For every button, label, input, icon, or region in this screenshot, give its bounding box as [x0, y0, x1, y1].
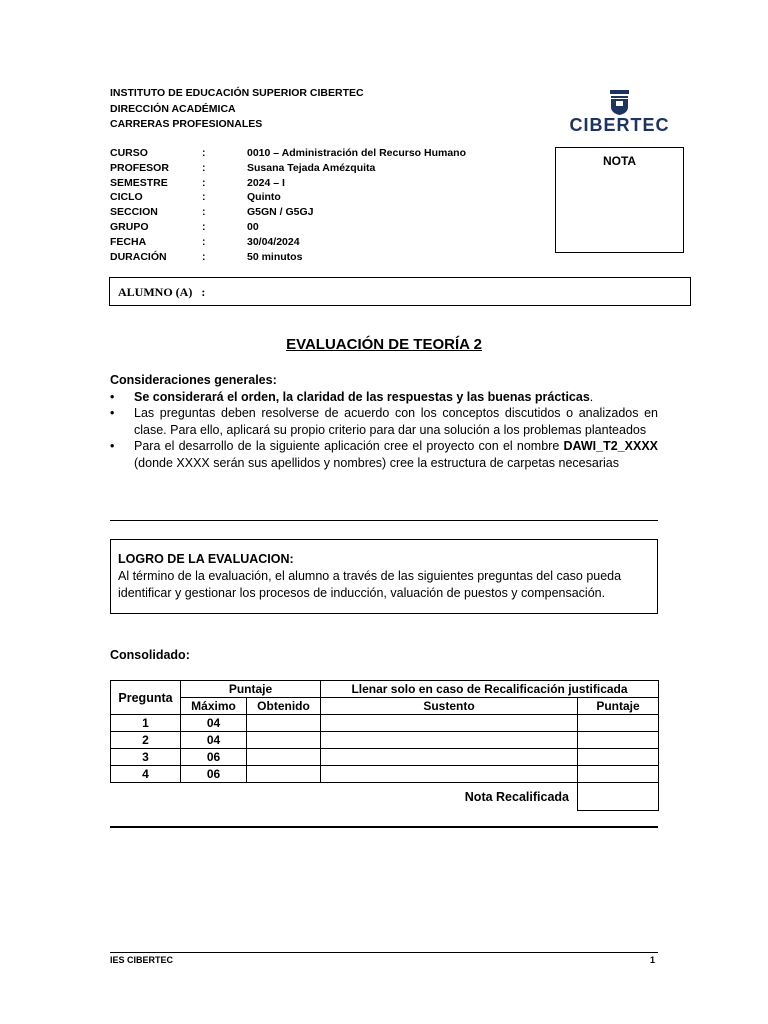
info-row: [110, 250, 466, 265]
info-row: [110, 220, 466, 235]
sustento-cell[interactable]: [321, 749, 578, 766]
table-subheader-row: [111, 698, 659, 715]
page-title: EVALUACIÓN DE TEORÍA 2: [286, 336, 482, 353]
bullet: •: [110, 389, 115, 404]
institution-name: INSTITUTO DE EDUCACIÓN SUPERIOR CIBERTEC: [110, 87, 364, 99]
cibertec-logo: [567, 88, 672, 134]
crown-icon: [567, 88, 672, 116]
sustento-cell[interactable]: [321, 766, 578, 783]
footer-divider: [110, 952, 658, 953]
max-score: 06: [181, 766, 247, 783]
header-sustento: Sustento: [321, 698, 578, 715]
info-label: PROFESOR: [110, 161, 169, 174]
list-item: [110, 438, 658, 471]
info-label: DURACIÓN: [110, 250, 167, 263]
recal-score-cell[interactable]: [578, 732, 659, 749]
table-row: [111, 715, 659, 732]
nota-box[interactable]: [555, 147, 684, 253]
max-score: 04: [181, 732, 247, 749]
info-value: 0010 – Administración del Recurso Humano: [247, 147, 467, 159]
logro-title: LOGRO DE LA EVALUACION:: [118, 552, 294, 566]
divider: [110, 520, 658, 521]
question-number: 1: [111, 715, 181, 732]
course-info: [110, 146, 466, 264]
info-row: [110, 190, 466, 205]
considerations-title: Consideraciones generales:: [110, 373, 277, 387]
bullet: •: [110, 439, 115, 453]
info-row: [110, 205, 466, 220]
info-row: [110, 176, 466, 191]
info-label: CICLO: [110, 191, 143, 204]
score-table: [110, 680, 659, 811]
info-label: SEMESTRE: [110, 176, 168, 189]
info-colon: :: [202, 191, 206, 204]
bullet: •: [110, 406, 115, 420]
bullet-text-post: (donde XXXX serán sus apellidos y nombres) cree la estructura de carpetas necesarias: [134, 455, 619, 470]
info-colon: :: [202, 147, 206, 159]
student-label: ALUMNO (A) :: [118, 285, 206, 299]
header-puntaje-recal: Puntaje: [578, 698, 659, 715]
question-number: 4: [111, 766, 181, 783]
recal-score-cell[interactable]: [578, 715, 659, 732]
info-colon: :: [202, 220, 206, 233]
info-value: 00: [247, 220, 259, 233]
obtained-score-cell[interactable]: [247, 766, 321, 783]
header-maximo: Máximo: [181, 698, 247, 715]
info-value: 2024 – I: [247, 176, 285, 189]
info-value: Susana Tejada Amézquita: [247, 161, 376, 174]
list-item: [110, 389, 658, 406]
info-value: 50 minutos: [247, 250, 303, 263]
info-label: GRUPO: [110, 220, 149, 233]
bullet-bold-text: Se considerará el orden, la claridad de las respuestas y las buenas prácticas: [134, 389, 590, 404]
obtained-score-cell[interactable]: [247, 732, 321, 749]
info-colon: :: [202, 235, 206, 248]
sustento-cell[interactable]: [321, 715, 578, 732]
question-number: 2: [111, 732, 181, 749]
project-name: DAWI_T2_XXXX: [563, 439, 658, 453]
info-row: [110, 235, 466, 250]
page-number: 1: [650, 955, 656, 965]
student-name-field[interactable]: [109, 277, 691, 306]
bullet-text: [134, 438, 658, 471]
table-header-row: [111, 681, 659, 698]
institution-header: [110, 86, 364, 133]
bullet-text: Las preguntas deben resolverse de acuerdo con los conceptos discutidos o analizados en clase. Para ello, aplicará su propio criterio para dar una solución a los problemas planteados: [134, 406, 658, 437]
bullet-period: .: [589, 389, 594, 404]
table-row: [111, 732, 659, 749]
info-value: 30/04/2024: [247, 235, 300, 248]
academic-direction: DIRECCIÓN ACADÉMICA: [110, 102, 236, 115]
info-label: SECCION: [110, 206, 158, 219]
bullet-text: [134, 389, 658, 406]
max-score: 04: [181, 715, 247, 732]
header-recalificacion: Llenar solo en caso de Recalificación justificada: [321, 681, 659, 698]
info-colon: :: [202, 176, 206, 189]
footer-institution: IES CIBERTEC: [110, 955, 174, 965]
info-row: [110, 161, 466, 176]
logo-text: CIBERTEC: [569, 115, 670, 135]
bullet-text-pre: Para el desarrollo de la siguiente aplicación cree el proyecto con el nombre: [134, 439, 564, 453]
info-row: [110, 146, 466, 161]
info-colon: :: [202, 161, 206, 174]
info-value: Quinto: [247, 191, 281, 204]
header-puntaje: Puntaje: [181, 681, 321, 698]
obtained-score-cell[interactable]: [247, 715, 321, 732]
considerations: [110, 372, 658, 471]
nota-recalificada-cell[interactable]: [578, 783, 659, 811]
nota-recalificada-row: [111, 783, 659, 811]
info-label: CURSO: [110, 147, 148, 159]
nota-label: NOTA: [602, 154, 637, 168]
consolidado-title: Consolidado:: [110, 648, 190, 662]
divider: [110, 826, 658, 828]
info-colon: :: [202, 206, 206, 219]
list-item: [110, 405, 658, 438]
info-colon: :: [202, 250, 206, 263]
logro-box: [110, 539, 658, 614]
info-label: FECHA: [110, 235, 147, 248]
nota-recalificada-label: Nota Recalificada: [464, 789, 569, 804]
table-row: [111, 766, 659, 783]
info-value: G5GN / G5GJ: [247, 206, 314, 219]
careers-line: CARRERAS PROFESIONALES: [110, 118, 263, 130]
header-obtenido: Obtenido: [247, 698, 321, 715]
header-pregunta: Pregunta: [111, 681, 181, 715]
max-score: 06: [181, 749, 247, 766]
sustento-cell[interactable]: [321, 732, 578, 749]
question-number: 3: [111, 749, 181, 766]
obtained-score-cell[interactable]: [247, 749, 321, 766]
recal-score-cell[interactable]: [578, 766, 659, 783]
logro-text: Al término de la evaluación, el alumno a través de las siguientes preguntas del caso pueda identificar y gestionar los procesos de inducción, valuación de puestos y compensación.: [118, 569, 622, 600]
recal-score-cell[interactable]: [578, 749, 659, 766]
table-row: [111, 749, 659, 766]
